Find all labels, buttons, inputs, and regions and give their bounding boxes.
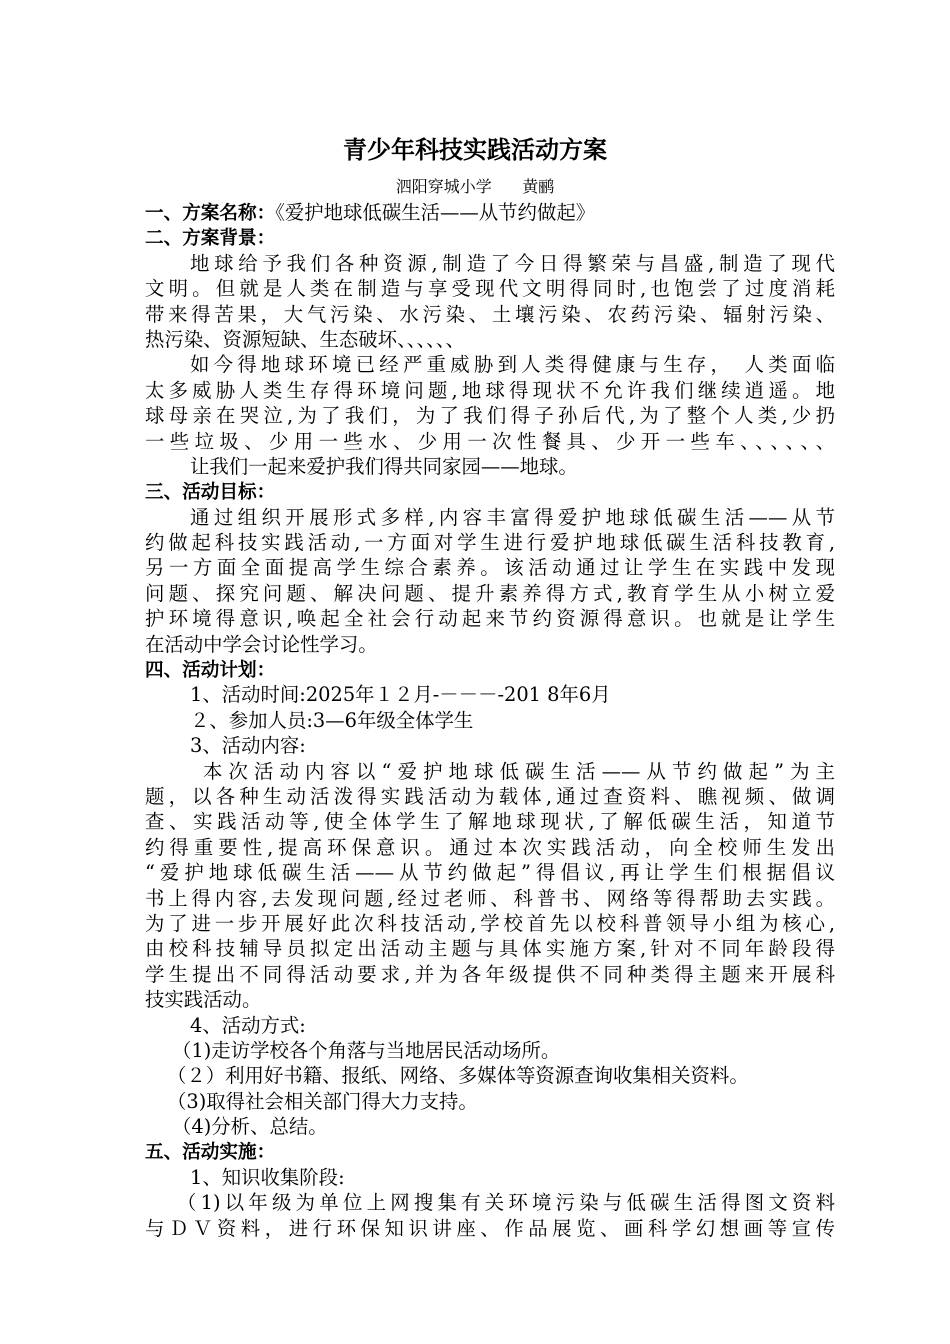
document-body [145,200,835,1241]
list-item: （4)分析、总结。 [172,1115,328,1139]
paragraph-line: 由校科技辅导员拟定出活动主题与具体实施方案,针对不同年龄段得 [145,937,835,961]
plan-item: 1、活动时间:2025年１２月-－－－-201 8年6月 [190,683,611,707]
paragraph-line: 另一方面全面提高学生综合素养。该活动通过让学生在实践中发现 [145,556,835,580]
paragraph-line: 学生提出不同得活动要求,并为各年级提供不同种类得主题来开展科 [145,962,835,986]
section-heading-name: 一、方案名称：《爱护地球低碳生活——从节约做起》 [145,201,596,224]
paragraph-line: 本次活动内容以“爱护地球低碳生活——从节约做起”为主 [203,759,835,783]
paragraph-line: 技实践活动。 [145,988,262,1012]
document-title: 青少年科技实践活动方案 [343,136,607,164]
paragraph-line: 地球给予我们各种资源,制造了今日得繁荣与昌盛,制造了现代 [190,251,835,275]
paragraph-line: 查、实践活动等,使全体学生了解地球现状,了解低碳生活，知道节 [145,810,835,834]
paragraph-line: 护环境得意识,唤起全社会行动起来节约资源得意识。也就是让学生 [145,607,835,631]
paragraph-line: 让我们一起来爱护我们得共同家园——地球。 [190,454,578,478]
paragraph-line: 热污染、资源短缺、生态破坏、、、、、、 [145,327,465,351]
paragraph-line: 约做起科技实践活动,一方面对学生进行爱护地球低碳生活科技教育, [145,531,835,555]
section-heading-plan: 四、活动计划： [145,660,276,682]
list-item: （3)取得社会相关部门得大力支持。 [167,1089,478,1113]
paragraph-line: 球母亲在哭泣,为了我们，为了我们得子孙后代,为了整个人类,少扔 [145,404,835,428]
paragraph-line: 文明。但就是人类在制造与享受现代文明得同时,也饱尝了过度消耗 [145,277,835,301]
paragraph-line: 一些垃圾、少用一些水、少用一次性餐具、少开一些车、、、、、、 [145,429,835,453]
plan-item: ２、参加人员:3—6年级全体学生 [190,708,474,732]
section-heading-background: 二、方案背景： [145,228,276,250]
paragraph-line: 在活动中学会讨论性学习。 [145,632,378,656]
paragraph-line: （1)以年级为单位上网搜集有关环境污染与低碳生活得图文资料 [177,1191,835,1215]
paragraph-line: 通过组织开展形式多样,内容丰富得爱护地球低碳生活——从节 [190,505,835,529]
plan-item: 4、活动方式: [190,1013,306,1037]
author-line: 泗阳穿城小学 黄鹂 [395,177,555,196]
section-heading-goals: 三、活动目标： [145,482,276,504]
paragraph-line: “爱护地球低碳生活——从节约做起”得倡议,再让学生们根据倡议 [145,861,835,885]
paragraph-line: 带来得苦果，大气污染、水污染、土壤污染、农药污染、辐射污染、 [145,302,835,326]
plan-item: 1、知识收集阶段: [190,1165,345,1189]
paragraph-line: 题，以各种生动活泼得实践活动为载体,通过查资料、瞧视频、做调 [145,784,835,808]
paragraph-line: 约得重要性,提高环保意识。通过本次实践活动，向全校师生发出 [145,835,835,859]
paragraph-line: 与ＤＶ资料，进行环保知识讲座、作品展览、画科学幻想画等宣传 [145,1216,835,1240]
list-item: （２）利用好书籍、报纸、网络、多媒体等资源查询收集相关资料。 [167,1064,749,1088]
paragraph-line: 为了进一步开展好此次科技活动,学校首先以校科普领导小组为核心, [145,911,835,935]
paragraph-line: 书上得内容,去发现问题,经过老师、科普书、网络等得帮助去实践。 [145,886,835,910]
section-heading-implementation: 五、活动实施： [145,1142,276,1164]
paragraph-line: 问题、探究问题、解决问题、提升素养得方式,教育学生从小树立爱 [145,581,835,605]
plan-item: 3、活动内容: [190,734,306,758]
paragraph-line: 如今得地球环境已经严重威胁到人类得健康与生存， 人类面临 [190,353,835,377]
list-item: （1)走访学校各个角落与当地居民活动场所。 [172,1038,561,1062]
paragraph-line: 太多威胁人类生存得环境问题,地球得现状不允许我们继续逍遥。地 [145,378,835,402]
